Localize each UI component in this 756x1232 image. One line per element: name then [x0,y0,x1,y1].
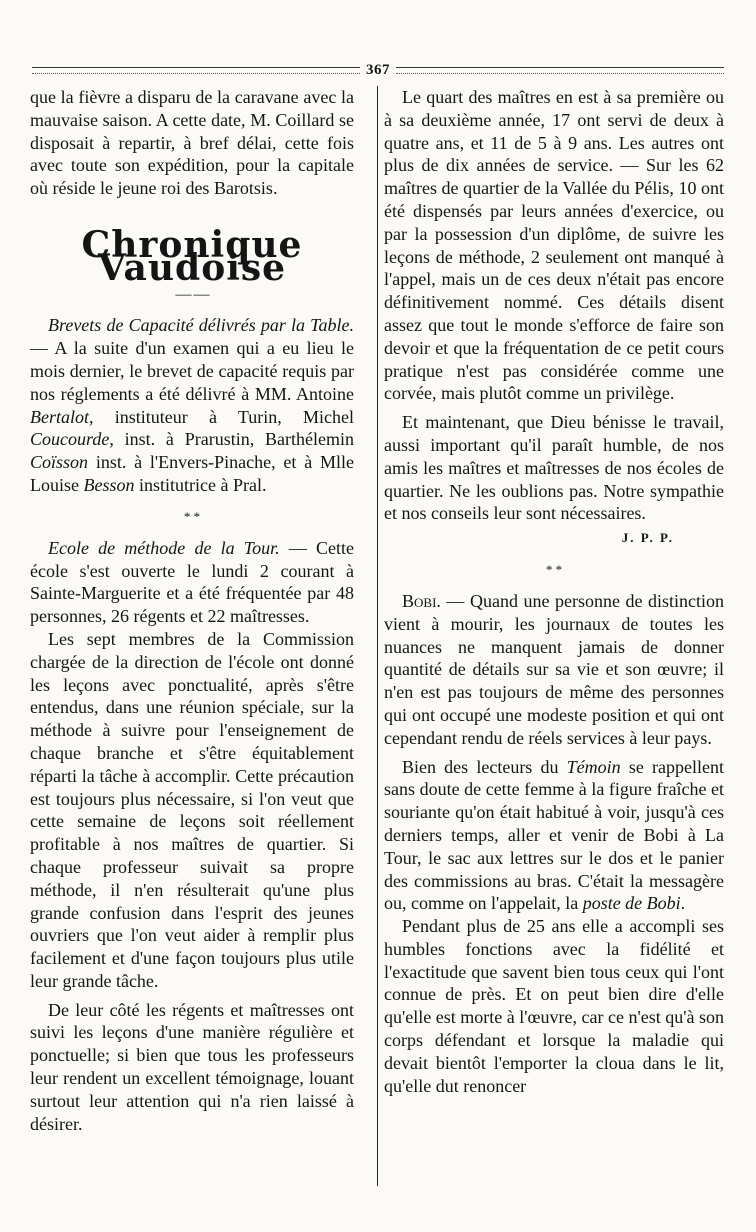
page-header [32,60,724,80]
header-rule-left [32,67,360,74]
bobi-label: Bobi. [402,590,441,611]
bobi-paragraph-1: Bobi. — Quand une personne de distinction vient à mourir, les journaux de toutes les nuances ne manquent jamais de donner quantité de détails sur sa vie et son œuvre; il n'en est pas toujours de même des personnes qui ont occupé une modeste position et qui ont cependant rendu de réels services à leur pays. [384,590,724,748]
name-coucourde: Coucourde [30,429,110,450]
section-separator-stars: * * [183,508,201,524]
left-column [30,86,354,1135]
temoin-title: Témoin [566,756,621,777]
name-coisson: Coïsson [30,452,89,473]
right-column [384,86,724,1097]
continued-paragraph: que la fièvre a disparu de la caravane avec la mauvaise saison. A cette date, M. Coillard se disposait à repartir, à bref délai, cette fois avec toute son expédition, pour la capitale où réside le jeune roi des Barotsis. [30,87,354,199]
section-separator-stars: * * [545,561,563,577]
maintenant-paragraph: Et maintenant, que Dieu bénisse le travail, aussi important qu'il paraît humble, de nos amis les maîtres et maîtresses de nos écoles de quartier. Ne les oublions pas. Notre sympathie et nos conseils leur sont nécessaires. [384,412,724,524]
brevets-paragraph: Brevets de Capacité délivrés par la Table. — A la suite d'un examen qui a eu lieu le mois dernier, le brevet de capacité requis par nos réglements a été délivré à MM. Antoine Bertalot, instituteur à Turin, Michel Coucourde, inst. à Prarustin, Barthélemin Coïsson inst. à l'Envers-Pinache, et à Mlle Louise Besson institutrice à Pral. [30,315,354,495]
heading-dash: — — [175,285,209,303]
bobi-paragraph-3: Pendant plus de 25 ans elle a accompli ses humbles fonctions avec la fidélité et l'exactitude que savent bien tous ceux qui l'ont connue de près. Et on peut bien dire d'elle qu'elle est morte à l'œuvre, car ce n'est qu'à son corps défendant et lorsque la maladie qui devait bientôt l'emporter la cloua dans le lit, qu'elle dut renoncer [384,916,724,1096]
column-divider [377,86,378,1186]
author-signature: J. P. P. [621,530,674,546]
bobi-paragraph-2: Bien des lecteurs du Témoin se rappellent sans doute de cette femme à la figure fraîche et souriante qu'on était habitué à voir, jusqu'à ces derniers temps, aller et venir de Bobi à La Tour, le sac aux lettres sur le dos et le panier des commissions au bras. C'était la messagère ou, comme on l'appelait, la poste de Bobi. [384,756,724,914]
ecole-paragraph-3: De leur côté les régents et maîtresses ont suivi les leçons d'une manière régulière et ponctuelle; si bien que tous les professeurs leur rendent un excellent témoignage, louant surtout leur attention qui n'a rien laissé à désirer. [30,999,354,1134]
section-heading: Chronique Vaudoise [81,223,303,289]
brevets-title: Brevets de Capacité délivrés par la Table. [48,315,354,336]
ecole-paragraph-2: Les sept membres de la Commission chargée de la direction de l'école ont donné les leçons avec ponctualité, après s'être entendus, dans une réunion spéciale, sur la méthode à suivre pour l'enseignement de chaque branche et s'être équitablement réparti la tâche à accomplir. Cette précaution est toujours plus nécessaire, si l'on veut que cette semaine de leçons soit réellement profitable à nos maîtres de quartier. Si chaque professeur suivait sa propre méthode, il n'en résulterait qu'une plus grande confusion dans l'esprit des jeunes ouvriers que l'on veut aider à remplir plus facilement et d'une façon toujours plus utile leur grande tâche. [30,628,354,991]
maitres-paragraph: Le quart des maîtres en est à sa première ou à sa deuxième année, 17 ont servi de deux à quatre ans, et 11 de 5 à 9 ans. Les autres ont plus de dix années de service. — Sur les 62 maîtres de quartier de la Vallée du Pélis, 10 ont été dispensés par leurs années d'exercice, ou par la possession d'un diplôme, de suivre les leçons de méthode, 2 seulement ont manqué à l'appel, mais un de ces deux n'était pas encore définitivement nommé. Ces détails disent assez que tout le monde s'efforce de faire son devoir et que la fréquentation de ce petit cours pratique n'est pas considérée comme une corvée, mais plutôt comme un privilège. [384,87,724,404]
ecole-paragraph-1: Ecole de méthode de la Tour. — Cette école s'est ouverte le lundi 2 courant à Sainte-Marguerite et a été fréquentée par 48 personnes, 26 régents et 22 maîtresses. [30,537,354,627]
name-besson: Besson [83,474,135,495]
name-bertalot: Bertalot [30,406,89,427]
header-rule-right [396,67,724,74]
poste-de-bobi: poste de Bobi [582,893,681,914]
ecole-title: Ecole de méthode de la Tour. [48,537,280,558]
page-number: 367 [366,61,390,78]
